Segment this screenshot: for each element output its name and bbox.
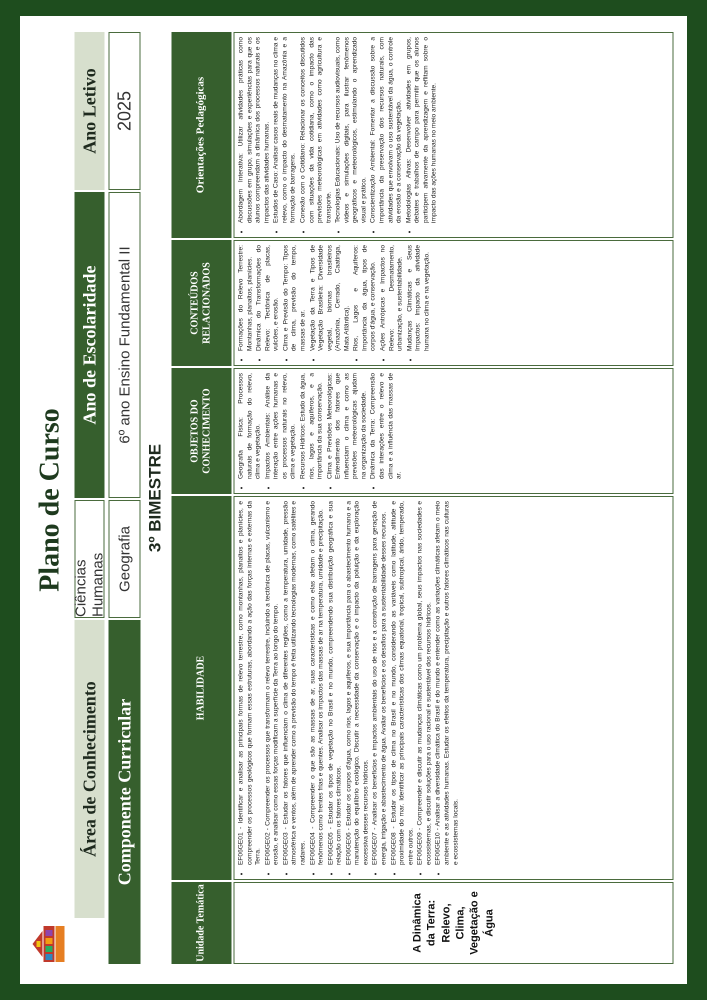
content-item: • Vegetação da Terra e Tipos de Vegetação Brasileira: Diversidade vegetal, biomas brasileiros (Amazônia, Cerrado, Caatinga, Mata Atlântica). [309,245,352,351]
contents-cell [233,240,673,366]
content-item: • Dinâmica do Transformações do Relevo: Tectônica de placas, vulcões, e erosão. [255,245,281,351]
guidance-item: • Tecnologias Educacionais: Uso de recursos audiovisuais, como vídeos e simulações digitais, para ilustrar fenômenos geográficos e meteorológicos, estimulando o aprendizado visual e prático. [334,37,368,223]
component-label: Componente Curricular [108,620,140,964]
guidance-item: • Metodologias Ativas: Desenvolver atividades em grupos, debates e trabalhos de campo para permitir que os alunos participem ativamente da aprendizagem e reflitam sobre o impacto das ações humanas no meio ambiente. [405,37,439,223]
skill-item: • EF06GE01 - Identificar e analisar as principais formas de relevo terrestre, como montanhas, planaltos e planícies, e compreender os processos geológicos que formam essas estruturas, abordando a ação das forças internas e externas da Terra. [237,501,263,865]
objects-cell [233,368,673,494]
object-item: • Geografia Física: Processos naturais de formação do relevo, clima e vegetação. [237,373,263,479]
contents-list [237,245,431,361]
col-header-unit: Unidade Temática [171,882,231,964]
object-item: • Clima e Previsões Meteorológicas: Entendimento dos fatores que influenciam o clima e como as previsões meteorológicas ajudam na organização da sociedade. [326,373,369,479]
skill-item: • EF06GE07 - Analisar os benefícios e impactos ambientais do uso de rios e a construção de barragens para geração de energia, irrigação e abastecimento de água. Avaliar os benefícios e os desafios para a sustentabilidade desses recursos. [371,501,388,865]
col-header-objects: OBJETOS DO CONHECIMENTO [171,368,231,494]
guidance-item: • Abordagem Interativa: Utilizar atividades práticas como discussões em grupo, simulações e experiências para que os alunos compreendam a dinâmica dos processos naturais e os impactos das atividades humanas. [237,37,271,223]
object-item: • Dinâmica da Terra: Compreensão das interações entre o relevo e clima e a influência das massas de ar. [369,373,403,479]
year-label: Ano Letivo [74,32,104,190]
col-header-skill: HABILIDADE [171,496,231,880]
skill-item: • EF06GE06 - Estudar os corpos d'água, como rios, lagos e aquíferos, e sua importância para o abastecimento humano e a manutenção do equilíbrio ecológico. Discutir a necessidade da conservação e o impacto da poluição e da exploração excessiva desses recursos hídricos. [345,501,371,865]
page [20,16,687,984]
skill-item: • EF06GE08 - Estudar os tipos de clima no Brasil e no mundo, considerando as variáveis como latitude, altitude e proximidade do mar. Identificar as principais características dos climas equatorial, tropical, subtropical, árido, temperado, entre outros. [390,501,416,865]
content-item: • Formações do Relevo Terrestre: Montanhas, planaltos, planícies. [237,245,254,351]
skill-item: • EF06GE03 - Estudar os fatores que influenciam o clima de diferentes regiões, como a temperatura, umidade, pressão atmosférica e ventos, além de aprender como a previsão do tempo é feita utilizando tecnologias modernas, como satélites e radares. [282,501,308,865]
component-value: Geografia [108,500,140,618]
grade-label: Ano de Escolaridade [74,192,104,498]
guidance-item: • Conexão com o Cotidiano: Relacionar os conceitos discutidos com situações da vida cotidiana, como o impacto das previsões meteorológicas em atividades como agricultura e transporte. [299,37,333,223]
guidance-item: • Conscientização Ambiental: Fomentar a discussão sobre a importância da preservação dos recursos naturais, com atividades que envolvam o uso sustentável da água, o controle da erosão e a conservação da vegetação. [369,37,403,223]
skill-item: • EF06GE04 - Compreender o que são as massas de ar, suas características e como elas afetam o clima, gerando fenômenos como frentes frias e quentes. Analisar os impactos das massas de ar na temperatura, umidade e precipitação. [309,501,326,865]
unit-cell: A Dinâmica da Terra: Relevo, Clima, Vegetação e Água [233,882,673,964]
content-item: • Rios, Lagos e Aquíferos: Importância da água, tipos de corpos d'água, e conservação. [352,245,378,351]
skill-item: • EF06GE05 - Estudar os tipos de vegetação no Brasil e no mundo, compreendendo sua distribuição geográfica e sua relação com os fatores climáticos. [327,501,344,865]
skill-item: • EF06GE10 - Analisar a diversidade climática do Brasil e do mundo e entender como as variações climáticas afetam o meio ambiente e as atividades humanas. Estudar os efeitos da temperatura, precipitação e outros fatores climáticos nas culturas e ecossistemas locais. [434,501,460,865]
bimester-title: 3º BIMESTRE [142,32,168,964]
page-title: Plano de Curso [34,408,65,592]
content-item: • Ações Antrópicas e Impactos no Relevo: Desmatamento, urbanização, e sustentabilidade. [379,245,405,351]
area-label: Área de Conhecimento [74,620,104,918]
object-item: • Impactos Ambientais: Análise da interação entre ações humanas e os processos naturais no relevo, clima e vegetação. [264,373,298,479]
col-header-contents: CONTEÚDOS RELACIONADOS [171,240,231,366]
skills-list [237,501,460,875]
skill-item: • EF06GE02 - Compreender os processos que transformam o relevo terrestre, incluindo a tectônica de placas, vulcanismo e erosão, e analisar como essas forças modificam a superfície da Terra ao longo do tempo. [264,501,281,865]
guidance-item: • Estudos de Caso: Analisar casos reais de mudanças no clima e relevo, como o impacto do desmatamento na Amazônia e a formação de barragens. [272,37,298,223]
area-value: Ciências Humanas [74,500,104,618]
skill-item: • EF06GE09 - Compreender e discutir as mudanças climáticas como um problema global, seus impactos nas sociedades e ecossistemas, e discutir soluções para o uso racional e sustentável dos recursos hídricos. [416,501,433,865]
col-header-guidance: Orientações Pedagógicas [171,32,231,238]
skills-cell [233,496,673,880]
grade-value: 6º ano Ensino Fundamental II [108,192,140,498]
rotated-document [26,22,681,978]
content-item: • Mudanças Climáticas e Seus Impactos: Impacto da atividade humana no clima e na vegetação. [406,245,432,351]
year-value: 2025 [108,32,140,190]
objects-list [237,373,404,489]
object-item: • Recursos Hídricos: Estudo da água, rios, lagos e aquíferos, e a importância da sua conservação. [299,373,325,479]
guidance-list [237,37,439,233]
content-item: • Clima e Previsão do Tempo: Tipos de clima, previsão do tempo, massas de ar. [282,245,308,351]
guidance-cell [233,32,673,238]
